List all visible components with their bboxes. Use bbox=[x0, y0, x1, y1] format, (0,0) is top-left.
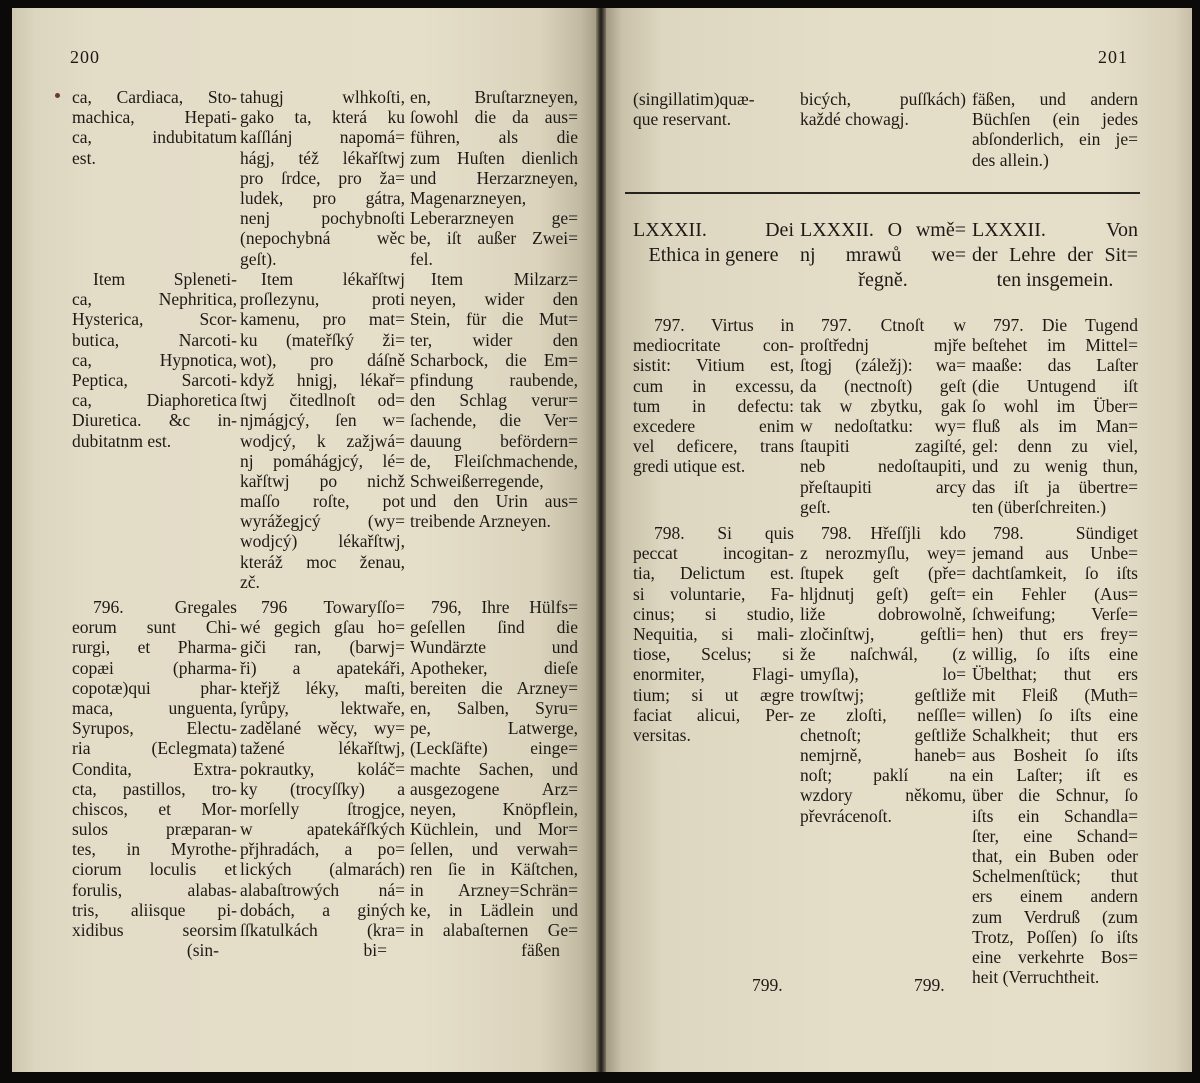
german-paragraph-796 bbox=[410, 597, 578, 960]
text-line: z nerozmyſlu, wey= bbox=[800, 543, 966, 564]
text-line: (Leckſäfte) einge= bbox=[410, 738, 578, 759]
text-line: LXXXII. O wmě= bbox=[800, 219, 966, 241]
text-line: Nequitia, si mali- bbox=[633, 623, 794, 644]
text-line: neb nedoſtaupiti, bbox=[800, 456, 966, 477]
text-line: ſtaupiti zagiſté, bbox=[800, 436, 966, 457]
text-line: každé chowagj. bbox=[800, 109, 909, 130]
text-line: ausgezogene Arz= bbox=[410, 778, 578, 799]
text-line: ers einem andern bbox=[972, 886, 1138, 907]
text-line: Item Milzarz= bbox=[431, 269, 578, 289]
text-line: Schelmenſtück; thut bbox=[972, 866, 1138, 887]
latin-paragraph-item bbox=[72, 269, 237, 451]
text-line: Küchlein, und Mor= bbox=[410, 819, 578, 840]
czech-chapter-heading bbox=[800, 218, 966, 293]
text-line: jemand aus Unbe= bbox=[972, 543, 1138, 564]
text-line: ca, Diaphoretica bbox=[72, 390, 237, 411]
text-line: est. bbox=[72, 147, 96, 168]
margin-mark bbox=[55, 93, 60, 98]
text-line: that, ein Buben oder bbox=[972, 846, 1138, 866]
text-line: dubitatnm est. bbox=[72, 430, 172, 451]
text-line: ſſkatulkách (kra= bbox=[240, 920, 405, 940]
text-line: und den Urin aus= bbox=[410, 491, 578, 512]
text-line: převrácenoſt. bbox=[800, 805, 892, 826]
text-line: Schweißerregende, bbox=[410, 470, 544, 491]
text-line: umyſla), lo= bbox=[800, 664, 966, 685]
text-line: ca, Cardiaca, Sto- bbox=[72, 87, 237, 107]
text-line: gako ta, která ku bbox=[240, 107, 405, 128]
text-line: zč. bbox=[240, 571, 260, 592]
text-line: pokrautky, koláč= bbox=[240, 758, 405, 779]
text-line: pfindung raubende, bbox=[410, 369, 578, 390]
text-line: dauung befördern= bbox=[410, 430, 578, 451]
text-line: chetnoſt; geſtliže bbox=[800, 724, 966, 745]
text-line: bi= bbox=[363, 940, 387, 961]
text-line: neyen, wider den bbox=[410, 289, 578, 310]
text-line: kteráž moc ženau, bbox=[240, 551, 405, 572]
text-line: hljdnutj geſt) geſt= bbox=[800, 583, 966, 604]
text-line: Übelthat; thut ers bbox=[972, 664, 1138, 685]
text-line: Wundärzte und bbox=[410, 637, 578, 658]
text-line: hágj, též lékařſtwj bbox=[240, 147, 405, 168]
text-line: Stein, für die Mut= bbox=[410, 309, 578, 330]
text-line: de, Fleiſchmachende, bbox=[410, 450, 578, 471]
czech-column-continuation bbox=[800, 89, 966, 129]
text-line: ze zloſti, neſſle= bbox=[800, 704, 966, 725]
text-line: wé gegich gſau ho= bbox=[240, 617, 405, 638]
text-line: machte Sachen, und bbox=[410, 758, 578, 779]
text-line: tahugj wlhkoſti, bbox=[240, 87, 405, 107]
czech-paragraph-796 bbox=[240, 597, 405, 960]
text-line: njmágjcý, ſen w= bbox=[240, 410, 405, 431]
text-line: chiscos, et Mor- bbox=[72, 798, 237, 819]
text-line: kaſſlánj napomá= bbox=[240, 127, 405, 148]
text-line: (singillatim)quæ- bbox=[633, 89, 755, 109]
text-line: kteřjž léky, maſti, bbox=[240, 677, 405, 698]
text-line: tris, aliisque pi- bbox=[72, 899, 237, 920]
text-line: treibende Arzneyen. bbox=[410, 511, 551, 532]
text-line: řegně. bbox=[858, 269, 908, 291]
text-line: tium; si ut ægre bbox=[633, 684, 794, 705]
text-line: ſellen, und verwah= bbox=[410, 839, 578, 860]
text-line: Ethica in genere bbox=[648, 244, 779, 266]
text-line: ſtwj čitedlnoſt od= bbox=[240, 390, 405, 411]
text-line: LXXXII. Dei bbox=[633, 219, 794, 241]
text-line: xidibus seorsim bbox=[72, 920, 237, 940]
text-line: w apatekářſkých bbox=[240, 819, 405, 840]
text-line: ca, indubitatum bbox=[72, 127, 237, 148]
text-line: ciorum loculis et bbox=[72, 859, 237, 880]
text-line: machica, Hepati- bbox=[72, 107, 237, 128]
text-line: ſtogj (záležj): wa= bbox=[800, 355, 966, 376]
text-line: eorum sunt Chi- bbox=[72, 617, 237, 638]
text-line: zločinſtwj, geſtli= bbox=[800, 623, 966, 644]
text-line: ein Laſter; iſt es bbox=[972, 765, 1138, 786]
text-line: heit (Verruchtheit. bbox=[972, 967, 1100, 988]
text-line: tia, Delictum est. bbox=[633, 563, 794, 584]
section-divider-rule bbox=[625, 192, 1140, 194]
text-line: butica, Narcoti- bbox=[72, 329, 237, 350]
text-line: in Arzney=Schrän= bbox=[410, 879, 578, 900]
text-line: wodjcý) lékařſtwj, bbox=[240, 531, 405, 552]
german-column-continuation bbox=[972, 89, 1138, 170]
text-line: dobách, a giných bbox=[240, 899, 405, 920]
text-line: Item lékařſtwj bbox=[261, 269, 405, 289]
text-line: Schalkheit; thut ers bbox=[972, 724, 1138, 745]
text-line: tes, in Myrothe- bbox=[72, 839, 237, 860]
text-line: wzdory někomu, bbox=[800, 785, 966, 806]
latin-column-continuation bbox=[633, 89, 794, 129]
text-line: ca, Nephritica, bbox=[72, 289, 237, 310]
text-line: fel. bbox=[410, 248, 433, 269]
czech-column-continuation bbox=[240, 87, 405, 269]
text-line: iſts ein Schandla= bbox=[972, 805, 1138, 826]
text-line: copotæ)qui phar- bbox=[72, 677, 237, 698]
text-line: ria (Eclegmata) bbox=[72, 738, 237, 759]
text-line: ři) a apatekáři, bbox=[240, 657, 405, 678]
text-line: LXXXII. Von bbox=[972, 219, 1138, 241]
text-line: que reservant. bbox=[633, 109, 732, 130]
text-line: ku (mateřſký ži= bbox=[240, 329, 405, 350]
text-line: willig, ſo iſts eine bbox=[972, 644, 1138, 665]
catchword-czech: 799. bbox=[914, 975, 945, 995]
text-line: beſtehet im Mittel= bbox=[972, 335, 1138, 356]
text-line: und zu wenig thun, bbox=[972, 456, 1138, 477]
text-line: nemjrně, haneb= bbox=[800, 745, 966, 766]
text-line: ky (trocyſſky) a bbox=[240, 778, 405, 799]
page-number-left: 200 bbox=[70, 47, 100, 67]
text-line: ein Fehler (Aus= bbox=[972, 583, 1138, 604]
text-line: přjhradách, a po= bbox=[240, 839, 405, 860]
text-line: maaße: das Laſter bbox=[972, 355, 1138, 376]
german-paragraph-797 bbox=[972, 315, 1138, 517]
text-line: nenj pochybnoſti bbox=[240, 208, 405, 229]
text-line: willen) ſo iſts eine bbox=[972, 704, 1138, 725]
latin-paragraph-797 bbox=[633, 315, 794, 477]
text-line: excedere enim bbox=[633, 415, 794, 436]
text-line: cum in excessu, bbox=[633, 375, 794, 396]
text-line: ſchweifung; Verſe= bbox=[972, 603, 1138, 624]
book-gutter bbox=[596, 8, 606, 1072]
text-line: trowſtwj; geſtliže bbox=[800, 684, 966, 705]
catchword-latin: 799. bbox=[752, 975, 783, 995]
latin-column-continuation bbox=[72, 87, 237, 168]
text-line: den Schlag verur= bbox=[410, 390, 578, 411]
text-line: nj pomáhágjcý, lé= bbox=[240, 450, 405, 471]
text-line: tum in defectu: bbox=[633, 395, 794, 416]
text-line: si voluntarie, Fa- bbox=[633, 583, 794, 604]
text-line: tiose, Scelus; si bbox=[633, 644, 794, 665]
text-line: pro ſrdce, pro ža= bbox=[240, 167, 405, 188]
text-line: maſſo roſte, pot bbox=[240, 491, 405, 512]
czech-paragraph-797 bbox=[800, 315, 966, 517]
text-line: dachtſamkeit, ſo iſts bbox=[972, 563, 1138, 584]
text-line: Item Spleneti- bbox=[93, 269, 237, 289]
text-line: zadělané wěcy, wy= bbox=[240, 718, 405, 739]
text-line: fluß als im Man= bbox=[972, 415, 1138, 436]
text-line: geſt. bbox=[800, 496, 831, 517]
text-line: ten insgemein. bbox=[996, 269, 1114, 291]
text-line: sistit: Vitium est, bbox=[633, 355, 794, 376]
text-line: ſachende, die Ver= bbox=[410, 410, 578, 431]
text-line: mediocritate con- bbox=[633, 335, 794, 356]
text-line: Syrupos, Electu- bbox=[72, 718, 237, 739]
text-line: alabaſtrowých ná= bbox=[240, 879, 405, 900]
text-line: 798. Si quis bbox=[654, 523, 794, 543]
text-line: das iſt ja übertre= bbox=[972, 476, 1138, 497]
text-line: versitas. bbox=[633, 724, 691, 745]
text-line: tažené lékařſtwj, bbox=[240, 738, 405, 759]
text-line: rurgi, et Pharma- bbox=[72, 637, 237, 658]
text-line: ter, wider den bbox=[410, 329, 578, 350]
text-line: zum Huſten dienlich bbox=[410, 147, 578, 168]
text-line: 796 Towaryſſo= bbox=[261, 597, 405, 617]
latin-chapter-heading bbox=[633, 218, 794, 268]
text-line: když hnigj, lékař= bbox=[240, 369, 405, 390]
text-line: sulos præparan- bbox=[72, 819, 237, 840]
text-line: wot), pro dáſně bbox=[240, 349, 405, 370]
text-line: proſlezynu, proti bbox=[240, 289, 405, 310]
text-line: maca, unguenta, bbox=[72, 697, 237, 718]
text-line: liže dobrowolně, bbox=[800, 603, 966, 624]
text-line: noſt; paklí na bbox=[800, 765, 966, 786]
german-column-continuation bbox=[410, 87, 578, 269]
german-paragraph-item bbox=[410, 269, 578, 531]
text-line: pe, Latwerge, bbox=[410, 718, 578, 739]
text-line: en, Salben, Syru= bbox=[410, 697, 578, 718]
text-line: ca, Hypnotica, bbox=[72, 349, 237, 370]
text-line: Trotz, Poſſen) ſo iſts bbox=[972, 926, 1138, 947]
text-line: abſonderlich, ein je= bbox=[972, 129, 1138, 150]
text-line: tak w zbytku, gak bbox=[800, 395, 966, 416]
text-line: morſelly ſtrogjce, bbox=[240, 798, 405, 819]
text-line: aus Bosheit ſo iſts bbox=[972, 745, 1138, 766]
text-line: hen) thut ers frey= bbox=[972, 623, 1138, 644]
text-line: peccat incogitan- bbox=[633, 543, 794, 564]
text-line: fäßen bbox=[521, 940, 560, 961]
text-line: nj mrawů we= bbox=[800, 244, 966, 266]
text-line: 796. Gregales bbox=[93, 597, 237, 617]
text-line: 797. Ctnoſt w bbox=[821, 315, 966, 335]
text-line: lických (almarách) bbox=[240, 859, 405, 880]
text-line: ſowohl die da aus= bbox=[410, 107, 578, 128]
text-line: geſt). bbox=[240, 248, 277, 269]
text-line: ſo wohl im Über= bbox=[972, 395, 1138, 416]
text-line: en, Bruſtarzneyen, bbox=[410, 87, 578, 107]
text-line: cinus; si studio, bbox=[633, 603, 794, 624]
text-line: forulis, alabas- bbox=[72, 879, 237, 900]
text-line: Peptica, Sarcoti- bbox=[72, 369, 237, 390]
text-line: da (nectnoſt) geſt bbox=[800, 375, 966, 396]
text-line: wyrážegjcý (wy= bbox=[240, 511, 405, 532]
czech-paragraph-item bbox=[240, 269, 405, 592]
text-line: že naſchwál, (z bbox=[800, 644, 966, 665]
text-line: bereiten die Arzney= bbox=[410, 677, 578, 698]
german-chapter-heading bbox=[972, 218, 1138, 293]
czech-paragraph-798 bbox=[800, 523, 966, 826]
text-line: enormiter, Flagi- bbox=[633, 664, 794, 685]
text-line: Apotheker, dieſe bbox=[410, 657, 578, 678]
text-line: 798. Hřeſſjli kdo bbox=[821, 523, 966, 543]
text-line: Hysterica, Scor- bbox=[72, 309, 237, 330]
text-line: 797. Die Tugend bbox=[993, 315, 1138, 335]
text-line: fäßen, und andern bbox=[972, 89, 1138, 109]
text-line: (sin- bbox=[186, 940, 219, 961]
text-line: gredi utique est. bbox=[633, 456, 746, 477]
text-line: mit Fleiß (Muth= bbox=[972, 684, 1138, 705]
page-number-right: 201 bbox=[1098, 47, 1128, 67]
german-paragraph-798 bbox=[972, 523, 1138, 987]
text-line: eine verkehrte Bos= bbox=[972, 946, 1138, 967]
text-line: Condita, Extra- bbox=[72, 758, 237, 779]
text-line: kařſtwj po nichž bbox=[240, 470, 405, 491]
text-line: 798. Sündiget bbox=[993, 523, 1138, 543]
text-line: kamenu, pro mat= bbox=[240, 309, 405, 330]
text-line: ten (überſchreiten.) bbox=[972, 496, 1107, 517]
text-line: (die Untugend iſt bbox=[972, 375, 1138, 396]
text-line: 796, Ihre Hülfs= bbox=[431, 597, 578, 617]
text-line: 797. Virtus in bbox=[654, 315, 794, 335]
text-line: vel deficere, trans bbox=[633, 436, 794, 457]
text-line: w nedoſtatku: wy= bbox=[800, 415, 966, 436]
text-line: neyen, Knöpflein, bbox=[410, 798, 578, 819]
text-line: geſellen ſind die bbox=[410, 617, 578, 638]
text-line: proſtřednj mjře bbox=[800, 335, 966, 356]
text-line: faciat alicui, Per- bbox=[633, 704, 794, 725]
text-line: wodjcý, k zažjwá= bbox=[240, 430, 405, 451]
text-line: ren ſie in Käſtchen, bbox=[410, 859, 578, 880]
text-line: copæi (pharma- bbox=[72, 657, 237, 678]
latin-paragraph-796 bbox=[72, 597, 237, 960]
text-line: über die Schnur, ſo bbox=[972, 785, 1138, 806]
text-line: giči ran, (barwj= bbox=[240, 637, 405, 658]
text-line: in alabaſternen Ge= bbox=[410, 920, 578, 940]
text-line: ſter, eine Schand= bbox=[972, 825, 1138, 846]
text-line: bicých, puſſkách) bbox=[800, 89, 966, 109]
text-line: Büchſen (ein jedes bbox=[972, 109, 1138, 130]
text-line: Diuretica. &c in- bbox=[72, 410, 237, 431]
text-line: und Herzarzneyen, bbox=[410, 167, 578, 188]
text-line: gel: denn zu viel, bbox=[972, 436, 1138, 457]
text-line: přeſtaupiti arcy bbox=[800, 476, 966, 497]
text-line: Leberarzneyen ge= bbox=[410, 208, 578, 229]
text-line: ludek, pro gátra, bbox=[240, 187, 405, 208]
text-line: Magenarzneyen, bbox=[410, 187, 527, 208]
text-line: be, iſt außer Zwei= bbox=[410, 228, 578, 249]
text-line: (nepochybná wěc bbox=[240, 228, 405, 249]
text-line: ke, in Lädlein und bbox=[410, 899, 578, 920]
text-line: der Lehre der Sit= bbox=[972, 244, 1138, 266]
text-line: cta, pastillos, tro- bbox=[72, 778, 237, 799]
text-line: zum Verdruß (zum bbox=[972, 906, 1138, 927]
text-line: des allein.) bbox=[972, 149, 1049, 170]
text-line: Scharbock, die Em= bbox=[410, 349, 578, 370]
text-line: ſtupek geſt (pře= bbox=[800, 563, 966, 584]
text-line: ſyrůpy, lektwaře, bbox=[240, 697, 405, 718]
latin-paragraph-798 bbox=[633, 523, 794, 745]
text-line: führen, als die bbox=[410, 127, 578, 148]
